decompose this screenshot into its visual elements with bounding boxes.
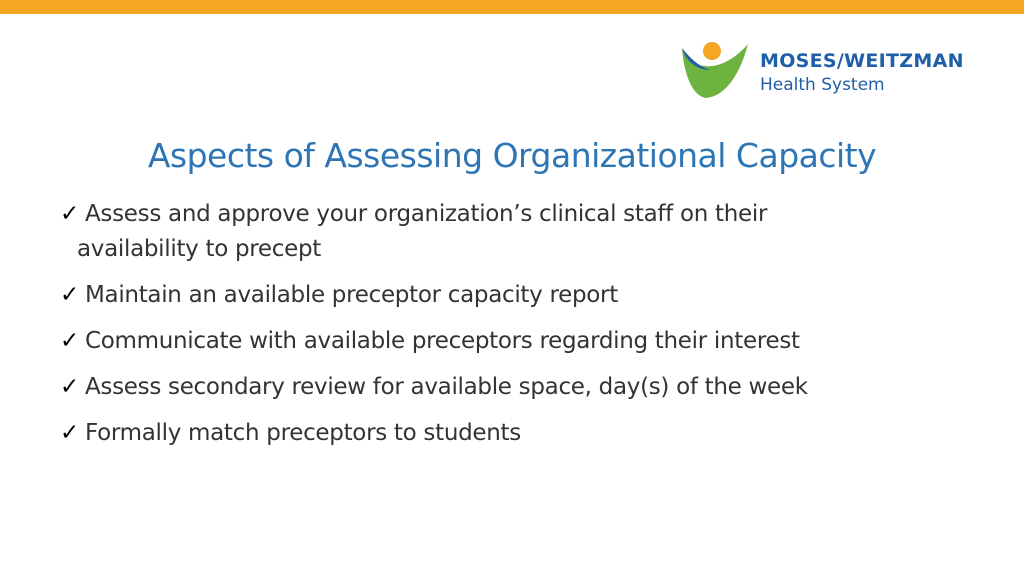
top-accent-bar: [0, 0, 1024, 14]
bullet-item: [60, 370, 960, 405]
organization-logo: [680, 40, 1000, 102]
logo-name-line1: MOSES/WEITZMAN: [760, 50, 964, 72]
bullet-text: Formally match preceptors to students: [85, 420, 521, 446]
bullet-text: Assess and approve your organization’s clinical staff on their: [85, 201, 768, 227]
bullet-item: [60, 278, 960, 313]
checkmark-icon: ✓: [60, 374, 79, 400]
bullet-text: Maintain an available preceptor capacity report: [85, 282, 618, 308]
logo-name-line2: Health System: [760, 75, 885, 95]
bullet-text-continuation: availability to precept: [77, 236, 322, 262]
bullet-item: [60, 416, 960, 451]
logo-figure-icon: [680, 40, 750, 102]
bullet-item: [60, 324, 960, 359]
slide-title: Aspects of Assessing Organizational Capacity: [147, 136, 877, 175]
checkmark-icon: ✓: [60, 420, 79, 446]
checkmark-icon: ✓: [60, 328, 79, 354]
bullet-list: [60, 197, 960, 462]
checkmark-icon: ✓: [60, 282, 79, 308]
bullet-text: Assess secondary review for available space, day(s) of the week: [85, 374, 808, 400]
bullet-item: [60, 197, 960, 267]
bullet-text: Communicate with available preceptors regarding their interest: [85, 328, 800, 354]
checkmark-icon: ✓: [60, 201, 79, 227]
